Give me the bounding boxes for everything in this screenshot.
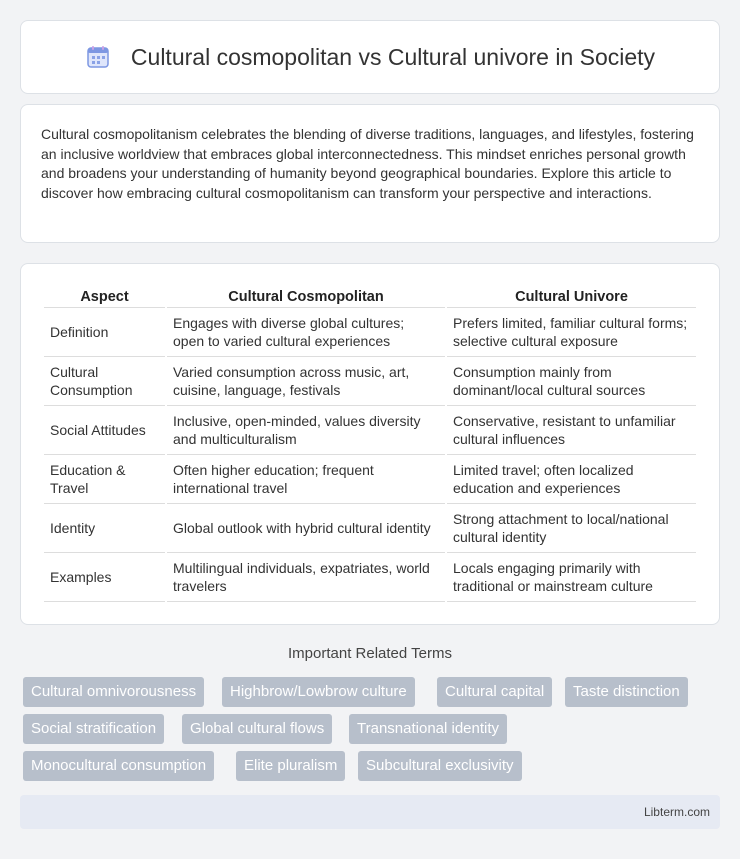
related-term-tag[interactable]: Global cultural flows <box>182 714 332 744</box>
cell-aspect: Examples <box>44 553 165 602</box>
cell-cosmopolitan: Global outlook with hybrid cultural identity <box>167 504 445 553</box>
page-title: Cultural cosmopolitan vs Cultural univore in Society <box>130 43 656 70</box>
header-univore: Cultural Univore <box>447 286 696 308</box>
table-row <box>44 455 696 504</box>
cell-aspect: Identity <box>44 504 165 553</box>
related-term-tag[interactable]: Highbrow/Lowbrow culture <box>222 677 415 707</box>
cell-cosmopolitan: Inclusive, open-minded, values diversity and multiculturalism <box>167 406 445 455</box>
table-row <box>44 504 696 553</box>
cell-aspect: Definition <box>44 308 165 357</box>
header-cosmopolitan: Cultural Cosmopolitan <box>167 286 445 308</box>
header-aspect: Aspect <box>44 286 165 308</box>
table-row <box>44 308 696 357</box>
table-header-row <box>44 286 696 308</box>
related-term-tag[interactable]: Cultural capital <box>437 677 552 707</box>
cell-cosmopolitan: Engages with diverse global cultures; open to varied cultural experiences <box>167 308 445 357</box>
related-term-tag[interactable]: Subcultural exclusivity <box>358 751 522 781</box>
footer <box>20 795 720 829</box>
related-term-tag[interactable]: Elite pluralism <box>236 751 345 781</box>
intro-text: Cultural cosmopolitanism celebrates the blending of diverse traditions, languages, and lifestyles, fostering an inclusive worldview that embraces global interconnectedness. This mindset enriches personal growth and broadens your understanding of humanity beyond geographical boundaries. Explore this article to discover how embracing cultural cosmopolitanism can transform your perspective and interactions. <box>41 126 694 202</box>
table-row <box>44 406 696 455</box>
table-row <box>44 553 696 602</box>
cell-univore: Limited travel; often localized education and experiences <box>447 455 696 504</box>
cell-cosmopolitan: Often higher education; frequent international travel <box>167 455 445 504</box>
cell-aspect: Social Attitudes <box>44 406 165 455</box>
cell-cosmopolitan: Multilingual individuals, expatriates, world travelers <box>167 553 445 602</box>
related-term-tag[interactable]: Cultural omnivorousness <box>23 677 204 707</box>
cell-univore: Consumption mainly from dominant/local cultural sources <box>447 357 696 406</box>
related-terms-title: Important Related Terms <box>288 645 452 662</box>
comparison-table-card <box>20 263 720 625</box>
footer-brand[interactable]: Libterm.com <box>643 805 710 819</box>
cell-univore: Prefers limited, familiar cultural forms; selective cultural exposure <box>447 308 696 357</box>
intro-card <box>20 104 720 243</box>
cell-cosmopolitan: Varied consumption across music, art, cuisine, language, festivals <box>167 357 445 406</box>
related-term-tag[interactable]: Monocultural consumption <box>23 751 214 781</box>
cell-univore: Strong attachment to local/national cultural identity <box>447 504 696 553</box>
cell-aspect: Education & Travel <box>44 455 165 504</box>
cell-univore: Locals engaging primarily with traditional or mainstream culture <box>447 553 696 602</box>
related-term-tag[interactable]: Taste distinction <box>565 677 688 707</box>
table-row <box>44 357 696 406</box>
cell-univore: Conservative, resistant to unfamiliar cultural influences <box>447 406 696 455</box>
related-term-tag[interactable]: Social stratification <box>23 714 164 744</box>
related-term-tag[interactable]: Transnational identity <box>349 714 507 744</box>
cell-aspect: Cultural Consumption <box>44 357 165 406</box>
comparison-table <box>42 286 698 602</box>
calendar-icon <box>85 44 111 70</box>
title-card <box>20 20 720 94</box>
